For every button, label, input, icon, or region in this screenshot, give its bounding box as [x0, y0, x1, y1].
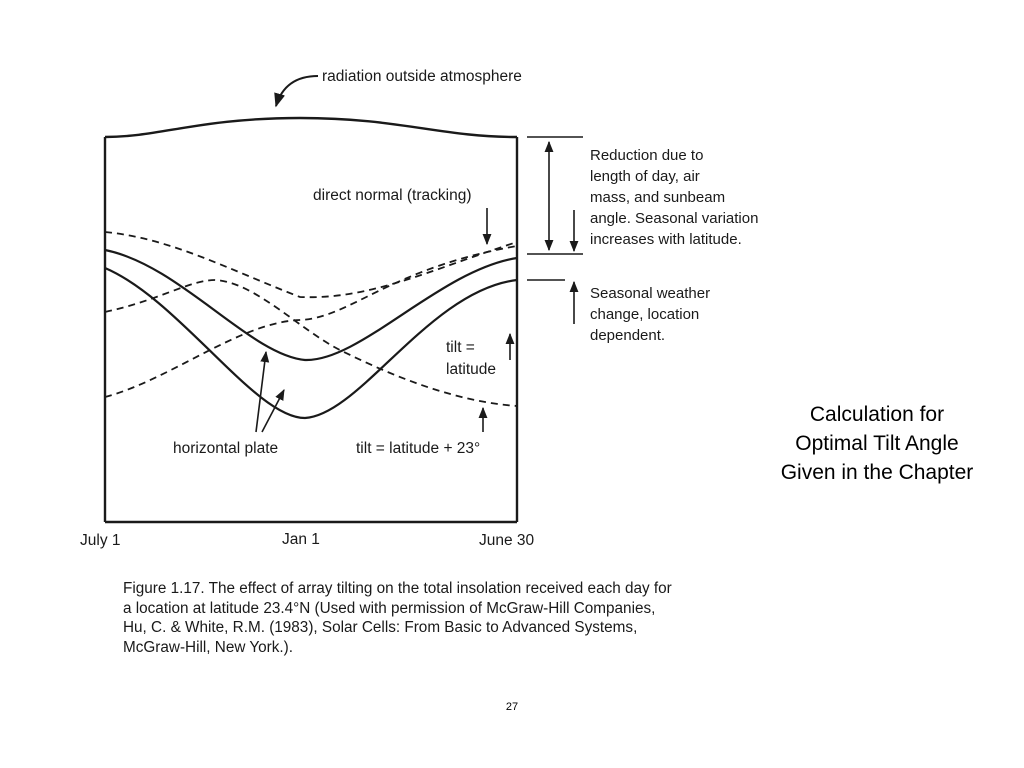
- horizontal-plate-arrow-1: [256, 352, 266, 432]
- caption-line: Hu, C. & White, R.M. (1983), Solar Cells: From Basic to Advanced Systems,: [123, 619, 638, 636]
- svg-text:Seasonal weather: Seasonal weather: [590, 285, 711, 302]
- svg-text:angle. Seasonal variation: angle. Seasonal variation: [590, 210, 759, 227]
- direct-normal-curve: [105, 232, 517, 297]
- figure-caption: [123, 579, 763, 657]
- tilt-latitude-label-line1: tilt =: [446, 339, 475, 356]
- radiation-pointer-arrow: [276, 76, 318, 106]
- side-note-line: Given in the Chapter: [780, 461, 974, 484]
- svg-text:dependent.: dependent.: [590, 327, 666, 344]
- tilt-latitude-label-line2: latitude: [446, 361, 496, 378]
- caption-line: Figure 1.17. The effect of array tilting on the total insolation received each day for: [123, 580, 672, 597]
- svg-text:change, location: change, location: [590, 306, 700, 323]
- svg-text:Reduction due to: Reduction due to: [590, 147, 704, 164]
- side-note-line: Calculation for: [809, 403, 945, 426]
- x-tick-jan-1: Jan 1: [282, 531, 320, 548]
- caption-line: McGraw-Hill, New York.).: [123, 638, 293, 656]
- radiation-outside-atmosphere-curve: [105, 118, 517, 137]
- svg-text:length of day, air: length of day, air: [590, 168, 700, 185]
- direct-normal-label: direct normal (tracking): [313, 187, 472, 204]
- svg-text:mass, and sunbeam: mass, and sunbeam: [590, 189, 726, 206]
- x-tick-july-1: July 1: [80, 532, 121, 549]
- horizontal-plate-label: horizontal plate: [173, 440, 279, 457]
- radiation-label: radiation outside atmosphere: [322, 68, 522, 85]
- side-note: [752, 400, 1002, 487]
- x-tick-june-30: June 30: [479, 532, 535, 549]
- tilt-latitude-plus-23-label: tilt = latitude + 23°: [356, 440, 481, 457]
- reference-lines: [527, 137, 583, 280]
- reduction-note: [590, 147, 758, 248]
- page-number: 27: [505, 701, 519, 713]
- svg-text:increases with latitude.: increases with latitude.: [590, 231, 742, 248]
- caption-line: a location at latitude 23.4°N (Used with permission of McGraw-Hill Companies,: [123, 599, 656, 617]
- weather-note: [590, 285, 710, 344]
- side-note-line: Optimal Tilt Angle: [795, 432, 959, 455]
